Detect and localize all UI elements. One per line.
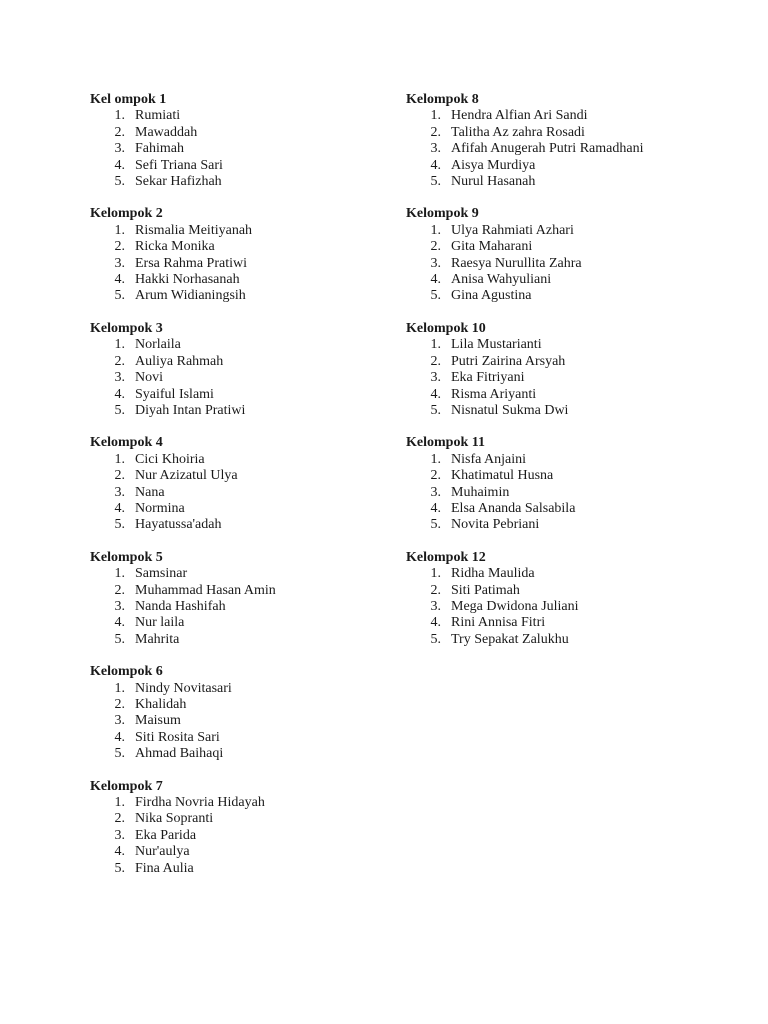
member-number: 2.	[114, 124, 125, 140]
member-item	[90, 501, 410, 517]
member-number: 2.	[114, 697, 125, 712]
member-list	[90, 452, 410, 534]
member-item	[406, 370, 726, 386]
member-number: 5.	[430, 517, 441, 533]
member-name: Ridha Maulida	[451, 566, 535, 582]
member-number: 4.	[114, 500, 125, 516]
member-item	[90, 811, 410, 827]
group-title: Kelompok 10	[406, 320, 486, 336]
member-number: 5.	[430, 631, 441, 647]
member-list	[406, 566, 726, 648]
member-item	[90, 697, 410, 713]
member-number: 3.	[430, 370, 441, 386]
member-name: Nur'aulya	[135, 844, 190, 860]
member-number: 2.	[114, 811, 125, 827]
member-number: 5.	[114, 517, 125, 533]
member-number: 5.	[114, 402, 125, 418]
member-name: Eka Parida	[135, 827, 197, 843]
group-title: Kelompok 4	[90, 435, 163, 451]
member-name: Normina	[135, 500, 185, 516]
member-name: Nisfa Anjaini	[451, 451, 527, 467]
group-title: Kelompok 12	[406, 549, 486, 565]
member-item	[406, 599, 726, 615]
member-number: 5.	[114, 288, 125, 304]
member-item	[90, 468, 410, 484]
member-item	[90, 632, 410, 648]
member-name: Muhaimin	[451, 484, 510, 500]
group-title: Kel ompok 1	[90, 92, 167, 107]
member-name: Mawaddah	[135, 124, 198, 140]
member-item	[406, 223, 726, 239]
member-name: Risma Ariyanti	[451, 386, 537, 402]
member-name: Nur Azizatul Ulya	[135, 468, 238, 484]
member-name: Mahrita	[135, 631, 180, 647]
member-item	[406, 387, 726, 403]
member-number: 2.	[114, 468, 125, 484]
member-number: 1.	[114, 451, 125, 467]
member-name: Fina Aulia	[135, 860, 194, 876]
member-item	[406, 485, 726, 501]
member-number: 1.	[114, 680, 125, 696]
member-name: Nurul Hasanah	[451, 174, 536, 190]
member-name: Eka Fitriyani	[451, 370, 525, 386]
group-block	[406, 321, 726, 419]
member-item	[406, 583, 726, 599]
member-name: Nur laila	[135, 615, 185, 631]
member-number: 4.	[114, 615, 125, 631]
member-number: 4.	[430, 386, 441, 402]
group-title: Kelompok 9	[406, 206, 479, 222]
group-title: Kelompok 2	[90, 206, 163, 222]
member-name: Putri Zairina Arsyah	[451, 353, 566, 369]
member-number: 1.	[430, 222, 441, 238]
left-column	[90, 92, 410, 893]
member-item	[90, 681, 410, 697]
member-number: 5.	[430, 174, 441, 190]
group-title: Kelompok 3	[90, 320, 163, 336]
member-name: Hendra Alfian Ari Sandi	[451, 108, 588, 124]
member-item	[406, 468, 726, 484]
member-item	[406, 272, 726, 288]
member-name: Ulya Rahmiati Azhari	[451, 222, 574, 238]
member-number: 3.	[114, 827, 125, 843]
member-name: Rumiati	[135, 108, 181, 124]
member-name: Elsa Ananda Salsabila	[451, 500, 576, 516]
group-block	[90, 664, 410, 762]
member-number: 3.	[430, 141, 441, 157]
member-item	[406, 174, 726, 190]
member-number: 4.	[430, 500, 441, 516]
member-name: Nika Sopranti	[135, 811, 214, 827]
member-item	[90, 795, 410, 811]
member-item	[90, 108, 410, 124]
member-item	[406, 288, 726, 304]
member-number: 3.	[114, 255, 125, 271]
member-item	[90, 615, 410, 631]
member-list	[90, 337, 410, 419]
member-item	[90, 403, 410, 419]
member-name: Gina Agustina	[451, 288, 532, 304]
member-item	[90, 272, 410, 288]
group-block	[90, 206, 410, 304]
member-name: Anisa Wahyuliani	[451, 272, 552, 288]
member-item	[406, 403, 726, 419]
member-item	[406, 501, 726, 517]
member-name: Raesya Nurullita Zahra	[451, 255, 582, 271]
member-number: 1.	[430, 566, 441, 582]
group-title: Kelompok 6	[90, 664, 163, 680]
member-number: 5.	[114, 631, 125, 647]
member-number: 2.	[430, 582, 441, 598]
group-block	[90, 779, 410, 877]
member-item	[90, 828, 410, 844]
member-number: 4.	[114, 729, 125, 745]
member-number: 4.	[114, 272, 125, 288]
member-item	[406, 158, 726, 174]
member-name: Arum Widianingsih	[135, 288, 246, 304]
member-name: Fahimah	[135, 141, 184, 157]
group-block	[90, 550, 410, 648]
member-name: Novita Pebriani	[451, 517, 540, 533]
member-item	[406, 452, 726, 468]
member-item	[90, 730, 410, 746]
member-list	[406, 223, 726, 305]
member-list	[406, 108, 726, 190]
member-item	[90, 713, 410, 729]
member-number: 4.	[430, 272, 441, 288]
member-number: 1.	[430, 108, 441, 124]
member-item	[406, 256, 726, 272]
member-number: 4.	[430, 157, 441, 173]
member-name: Talitha Az zahra Rosadi	[451, 124, 585, 140]
member-item	[90, 452, 410, 468]
group-block	[406, 550, 726, 648]
member-number: 4.	[114, 844, 125, 860]
member-number: 2.	[114, 353, 125, 369]
group-title: Kelompok 5	[90, 549, 163, 565]
member-item	[90, 337, 410, 353]
member-list	[90, 566, 410, 648]
member-name: Rismalia Meitiyanah	[135, 222, 253, 238]
member-name: Firdha Novria Hidayah	[135, 795, 265, 811]
member-item	[90, 387, 410, 403]
member-item	[90, 125, 410, 141]
member-name: Aisya Murdiya	[451, 157, 536, 173]
member-number: 1.	[114, 795, 125, 811]
member-number: 5.	[430, 288, 441, 304]
member-name: Sefi Triana Sari	[135, 157, 223, 173]
member-name: Samsinar	[135, 566, 188, 582]
member-name: Lila Mustarianti	[451, 337, 542, 353]
member-item	[406, 517, 726, 533]
member-name: Siti Rosita Sari	[135, 729, 220, 745]
member-item	[90, 517, 410, 533]
member-item	[90, 288, 410, 304]
member-number: 3.	[114, 713, 125, 729]
member-item	[90, 861, 410, 877]
member-number: 2.	[430, 239, 441, 255]
member-name: Sekar Hafizhah	[135, 174, 222, 190]
member-number: 3.	[114, 598, 125, 614]
member-name: Ahmad Baihaqi	[135, 746, 224, 762]
member-list	[406, 452, 726, 534]
member-number: 2.	[430, 353, 441, 369]
member-list	[90, 108, 410, 190]
member-number: 3.	[430, 255, 441, 271]
group-block	[406, 435, 726, 533]
member-name: Afifah Anugerah Putri Ramadhani	[451, 141, 644, 157]
member-name: Auliya Rahmah	[135, 353, 224, 369]
member-name: Khatimatul Husna	[451, 468, 554, 484]
member-number: 5.	[114, 860, 125, 876]
member-item	[90, 158, 410, 174]
member-name: Hakki Norhasanah	[135, 272, 240, 288]
member-item	[406, 125, 726, 141]
member-number: 4.	[114, 157, 125, 173]
group-title: Kelompok 11	[406, 435, 485, 451]
member-item	[406, 141, 726, 157]
member-item	[90, 141, 410, 157]
member-item	[90, 583, 410, 599]
member-item	[406, 239, 726, 255]
member-number: 1.	[430, 451, 441, 467]
member-item	[406, 337, 726, 353]
member-name: Gita Maharani	[451, 239, 533, 255]
member-item	[90, 599, 410, 615]
member-number: 3.	[114, 370, 125, 386]
member-name: Syaiful Islami	[135, 386, 214, 402]
member-item	[406, 566, 726, 582]
member-number: 2.	[114, 582, 125, 598]
member-name: Ricka Monika	[135, 239, 215, 255]
right-column	[406, 92, 726, 664]
member-item	[406, 354, 726, 370]
member-number: 5.	[430, 402, 441, 418]
member-number: 4.	[114, 386, 125, 402]
member-item	[90, 370, 410, 386]
member-item	[90, 566, 410, 582]
member-item	[90, 485, 410, 501]
member-name: Nana	[135, 484, 165, 500]
member-item	[90, 239, 410, 255]
member-item	[90, 256, 410, 272]
member-name: Diyah Intan Pratiwi	[135, 402, 246, 418]
member-item	[406, 108, 726, 124]
member-number: 3.	[430, 598, 441, 614]
member-name: Rini Annisa Fitri	[451, 615, 546, 631]
group-title: Kelompok 8	[406, 92, 479, 107]
member-item	[90, 746, 410, 762]
member-number: 5.	[114, 174, 125, 190]
member-name: Maisum	[135, 713, 181, 729]
member-number: 1.	[114, 566, 125, 582]
member-name: Try Sepakat Zalukhu	[451, 631, 569, 647]
member-number: 3.	[114, 484, 125, 500]
member-list	[90, 223, 410, 305]
member-name: Nisnatul Sukma Dwi	[451, 402, 569, 418]
member-list	[90, 681, 410, 763]
group-block	[90, 92, 410, 190]
member-name: Mega Dwidona Juliani	[451, 598, 579, 614]
member-item	[90, 354, 410, 370]
member-name: Muhammad Hasan Amin	[135, 582, 276, 598]
member-list	[406, 337, 726, 419]
member-item	[90, 844, 410, 860]
member-name: Norlaila	[135, 337, 181, 353]
member-name: Nanda Hashifah	[135, 598, 226, 614]
group-block	[406, 92, 726, 190]
member-item	[406, 632, 726, 648]
member-item	[406, 615, 726, 631]
member-number: 2.	[430, 468, 441, 484]
member-name: Siti Patimah	[451, 582, 520, 598]
member-name: Hayatussa'adah	[135, 517, 222, 533]
member-number: 1.	[114, 222, 125, 238]
member-number: 1.	[114, 337, 125, 353]
member-number: 4.	[430, 615, 441, 631]
group-block	[406, 206, 726, 304]
member-name: Novi	[135, 370, 163, 386]
member-name: Ersa Rahma Pratiwi	[135, 255, 247, 271]
member-number: 1.	[114, 108, 125, 124]
member-number: 3.	[114, 141, 125, 157]
group-block	[90, 435, 410, 533]
group-title: Kelompok 7	[90, 778, 163, 794]
member-number: 1.	[430, 337, 441, 353]
member-name: Nindy Novitasari	[135, 680, 232, 696]
member-item	[90, 223, 410, 239]
member-list	[90, 795, 410, 877]
member-number: 5.	[114, 746, 125, 762]
member-name: Cici Khoiria	[135, 451, 205, 467]
group-block	[90, 321, 410, 419]
member-number: 2.	[430, 124, 441, 140]
member-item	[90, 174, 410, 190]
member-name: Khalidah	[135, 697, 187, 712]
member-number: 2.	[114, 239, 125, 255]
member-number: 3.	[430, 484, 441, 500]
